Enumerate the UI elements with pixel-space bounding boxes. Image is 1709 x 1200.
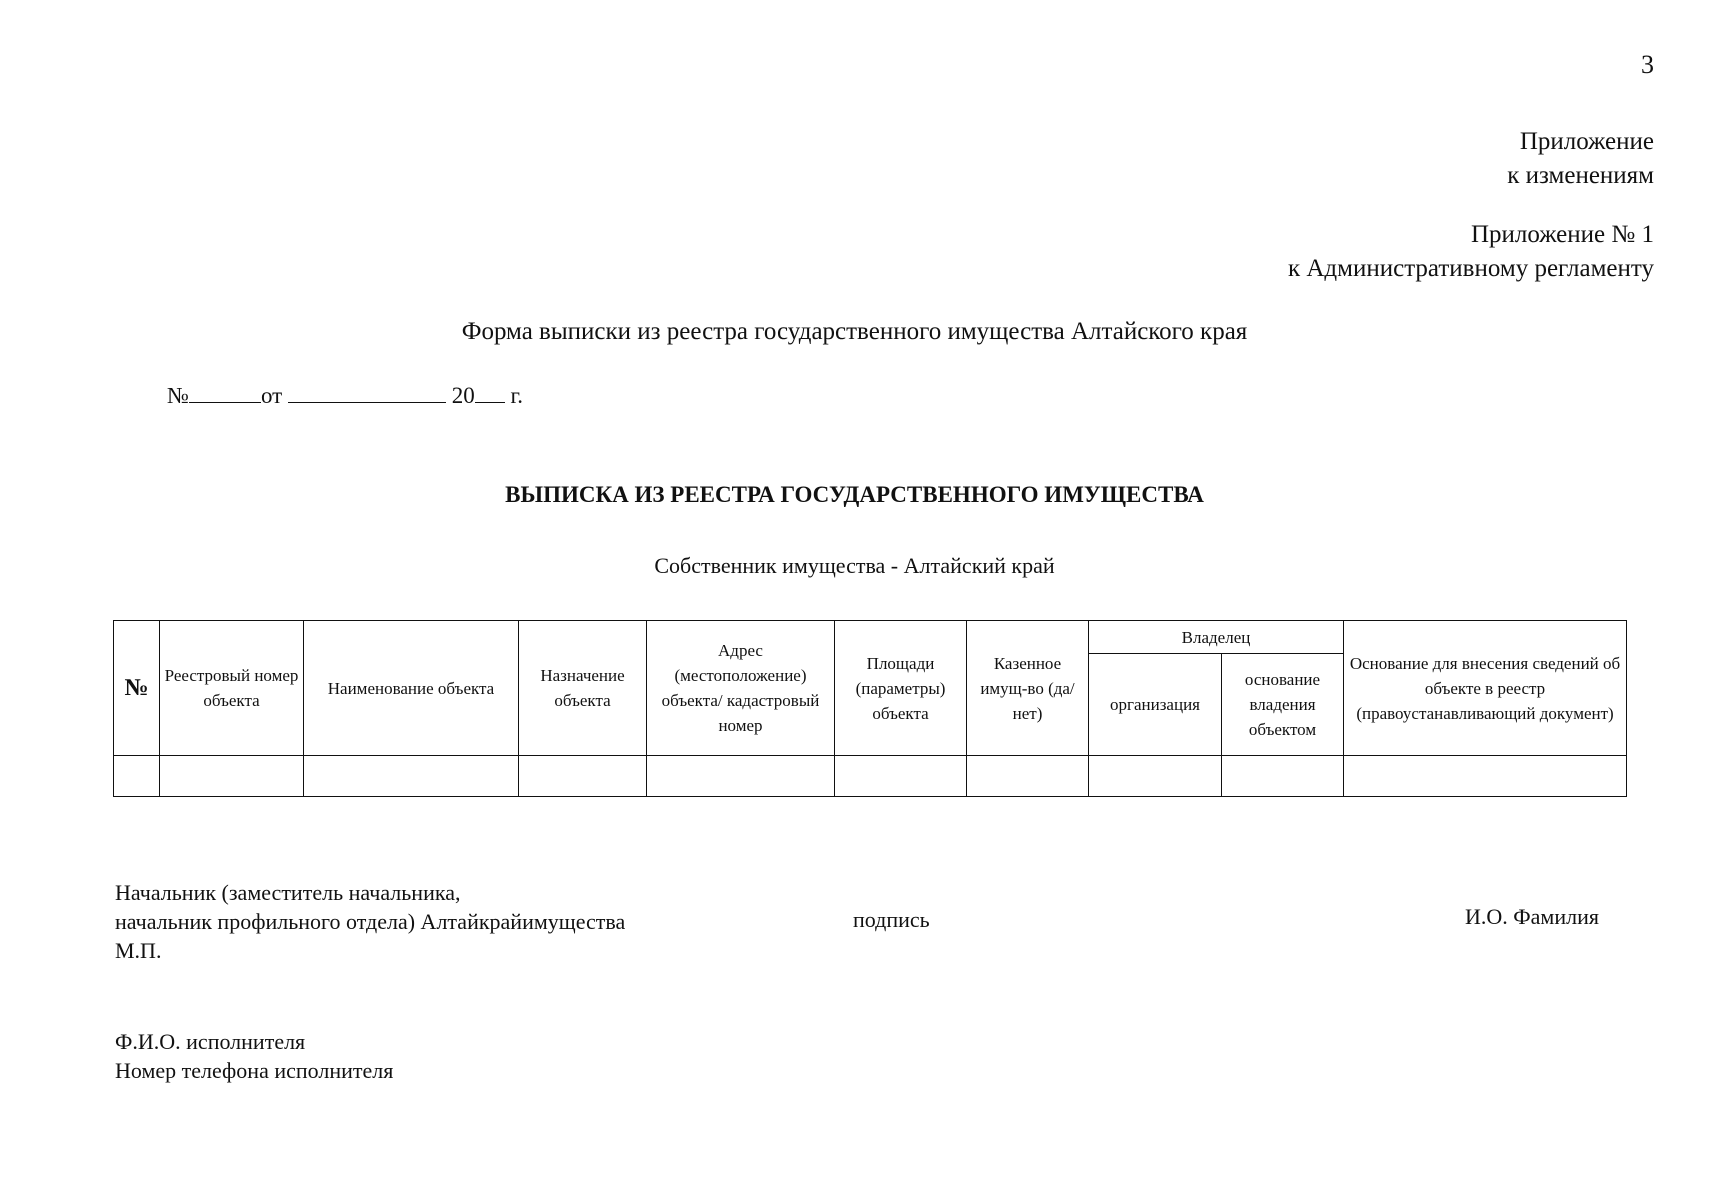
owner-line: Собственник имущества - Алтайский край [654, 553, 1055, 578]
executor-block [115, 1027, 393, 1085]
table-cell [1344, 756, 1627, 797]
table-row [114, 756, 1627, 797]
signature-label: подпись [853, 907, 930, 932]
page-number: 3 [1641, 50, 1654, 79]
chief-position-block [115, 878, 625, 965]
date-blank [288, 382, 446, 403]
name-placeholder: И.О. Фамилия [1465, 904, 1599, 929]
column-header-registry-number: Реестровый номер объекта [160, 621, 304, 756]
document-heading: ВЫПИСКА ИЗ РЕЕСТРА ГОСУДАРСТВЕННОГО ИМУЩЕСТВА [505, 482, 1204, 507]
column-header-purpose: Назначение объекта [519, 621, 647, 756]
table-cell [114, 756, 160, 797]
table-cell [967, 756, 1089, 797]
appendix-to-regulation-line2: к Административному регламенту [1287, 255, 1654, 282]
chief-position-line1: Начальник (заместитель начальника, [115, 880, 461, 905]
column-header-owner-basis: основание владения объектом [1222, 654, 1344, 756]
stamp-label: М.П. [115, 938, 162, 963]
appendix-to-changes-line1: Приложение [1519, 128, 1654, 155]
executor-phone-label: Номер телефона исполнителя [115, 1058, 394, 1083]
number-blank [189, 382, 261, 403]
table-cell [1089, 756, 1222, 797]
number-label: № [167, 383, 189, 408]
registry-extract-table [113, 620, 1627, 797]
year-suffix: г. [510, 383, 524, 408]
column-header-address: Адрес (местоположение) объекта/ кадастровый номер [647, 621, 835, 756]
extract-number-line [167, 382, 523, 409]
column-header-owner-group: Владелец [1089, 621, 1344, 654]
column-header-number: № [114, 621, 160, 756]
appendix-to-changes [1507, 125, 1654, 193]
appendix-to-regulation-line1: Приложение № 1 [1470, 221, 1654, 248]
column-header-name: Наименование объекта [304, 621, 519, 756]
table-cell [1222, 756, 1344, 797]
executor-name-label: Ф.И.О. исполнителя [115, 1029, 306, 1054]
year-prefix: 20 [451, 383, 475, 408]
column-header-treasury: Казенное имущ-во (да/нет) [967, 621, 1089, 756]
form-title: Форма выписки из реестра государственного имущества Алтайского края [461, 318, 1248, 345]
table-cell [304, 756, 519, 797]
appendix-to-changes-line2: к изменениям [1507, 162, 1654, 189]
table-cell [647, 756, 835, 797]
column-header-owner-organization: организация [1089, 654, 1222, 756]
column-header-basis-for-entry: Основание для внесения сведений об объекте в реестр (правоустанавливающий документ) [1344, 621, 1627, 756]
appendix-to-regulation [1288, 218, 1654, 286]
chief-position-line2: начальник профильного отдела) Алтайкрайимущества [115, 909, 626, 934]
from-label: от [260, 383, 283, 408]
year-blank [475, 382, 505, 403]
column-header-area: Площади (параметры) объекта [835, 621, 967, 756]
table-cell [160, 756, 304, 797]
table-cell [835, 756, 967, 797]
table-cell [519, 756, 647, 797]
